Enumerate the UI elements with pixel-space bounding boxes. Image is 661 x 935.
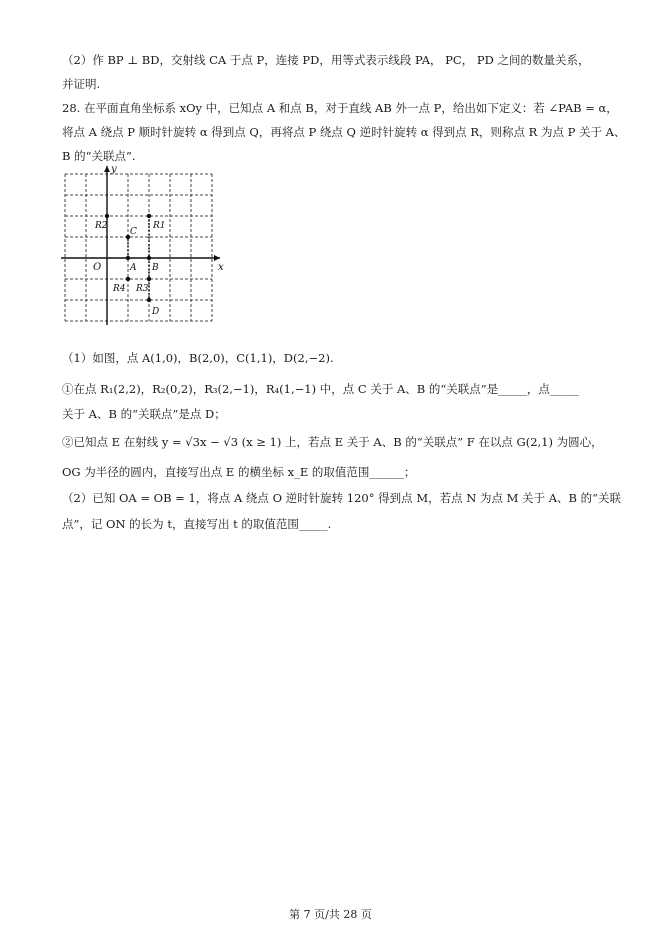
text-line-9: ②已知点 E 在射线 y = √3x − √3 (x ≥ 1) 上，若点 E 关于 A、B 的“关联点” F 在以点 G(2,1) 为圆心， (62, 435, 603, 449)
origin-label: O (93, 262, 102, 273)
point-label-r2: R2 (95, 221, 108, 231)
coordinate-grid-svg (62, 164, 224, 330)
point-label-a: A (130, 263, 137, 273)
point-a (126, 256, 130, 260)
text-line-4: 将点 A 绕点 P 顺时针旋转 α 得到点 Q，再将点 P 绕点 Q 逆时针旋转 α 得到点 R，则称点 R 为点 P 关于 A、 (62, 125, 626, 139)
text-line-6: （1）如图，点 A(1,0)，B(2,0)，C(1,1)，D(2,−2). (62, 351, 334, 365)
point-label-c: C (130, 227, 137, 237)
text-line-2: 并证明. (62, 77, 101, 91)
text-line-5: B 的“关联点”. (62, 149, 136, 163)
text-line-10: OG 为半径的圆内，直接写出点 E 的横坐标 x_E 的取值范围______； (62, 465, 416, 479)
text-line-3: 28. 在平面直角坐标系 xOy 中，已知点 A 和点 B，对于直线 AB 外一点 P，给出如下定义：若 ∠PAB = α， (62, 101, 618, 115)
point-r4 (126, 277, 130, 281)
x-axis-label: x (218, 262, 224, 273)
point-label-r3: R3 (136, 284, 149, 294)
page-footer: 第 7 页/共 28 页 (289, 908, 372, 921)
point-r2 (105, 214, 109, 218)
text-line-8: 关于 A、B 的“关联点”是点 D； (62, 407, 226, 421)
point-label-r1: R1 (153, 221, 166, 231)
text-line-12: 点”，记 ON 的长为 t，直接写出 t 的取值范围_____. (62, 517, 332, 531)
point-label-r4: R4 (113, 284, 126, 294)
point-r1 (147, 214, 151, 218)
point-label-b: B (152, 263, 159, 273)
text-line-7: ①在点 R₁(2,2)，R₂(0,2)，R₃(2,−1)，R₄(1,−1) 中，点 C 关于 A、B 的“关联点”是_____，点_____ (62, 382, 579, 396)
x-axis-arrow (214, 255, 220, 261)
point-b (147, 256, 151, 260)
point-d (147, 298, 151, 302)
text-line-1: （2）作 BP ⊥ BD，交射线 CA 于点 P，连接 PD，用等式表示线段 PA， PC， PD 之间的数量关系， (62, 53, 590, 67)
y-axis-arrow (104, 166, 110, 172)
text-line-11: （2）已知 OA = OB = 1，将点 A 绕点 O 逆时针旋转 120° 得到点 M，若点 N 为点 M 关于 A、B 的“关联 (62, 491, 621, 505)
y-axis-label: y (111, 164, 117, 175)
coordinate-grid-figure (62, 164, 224, 330)
point-label-d: D (152, 307, 160, 317)
point-r3 (147, 277, 151, 281)
